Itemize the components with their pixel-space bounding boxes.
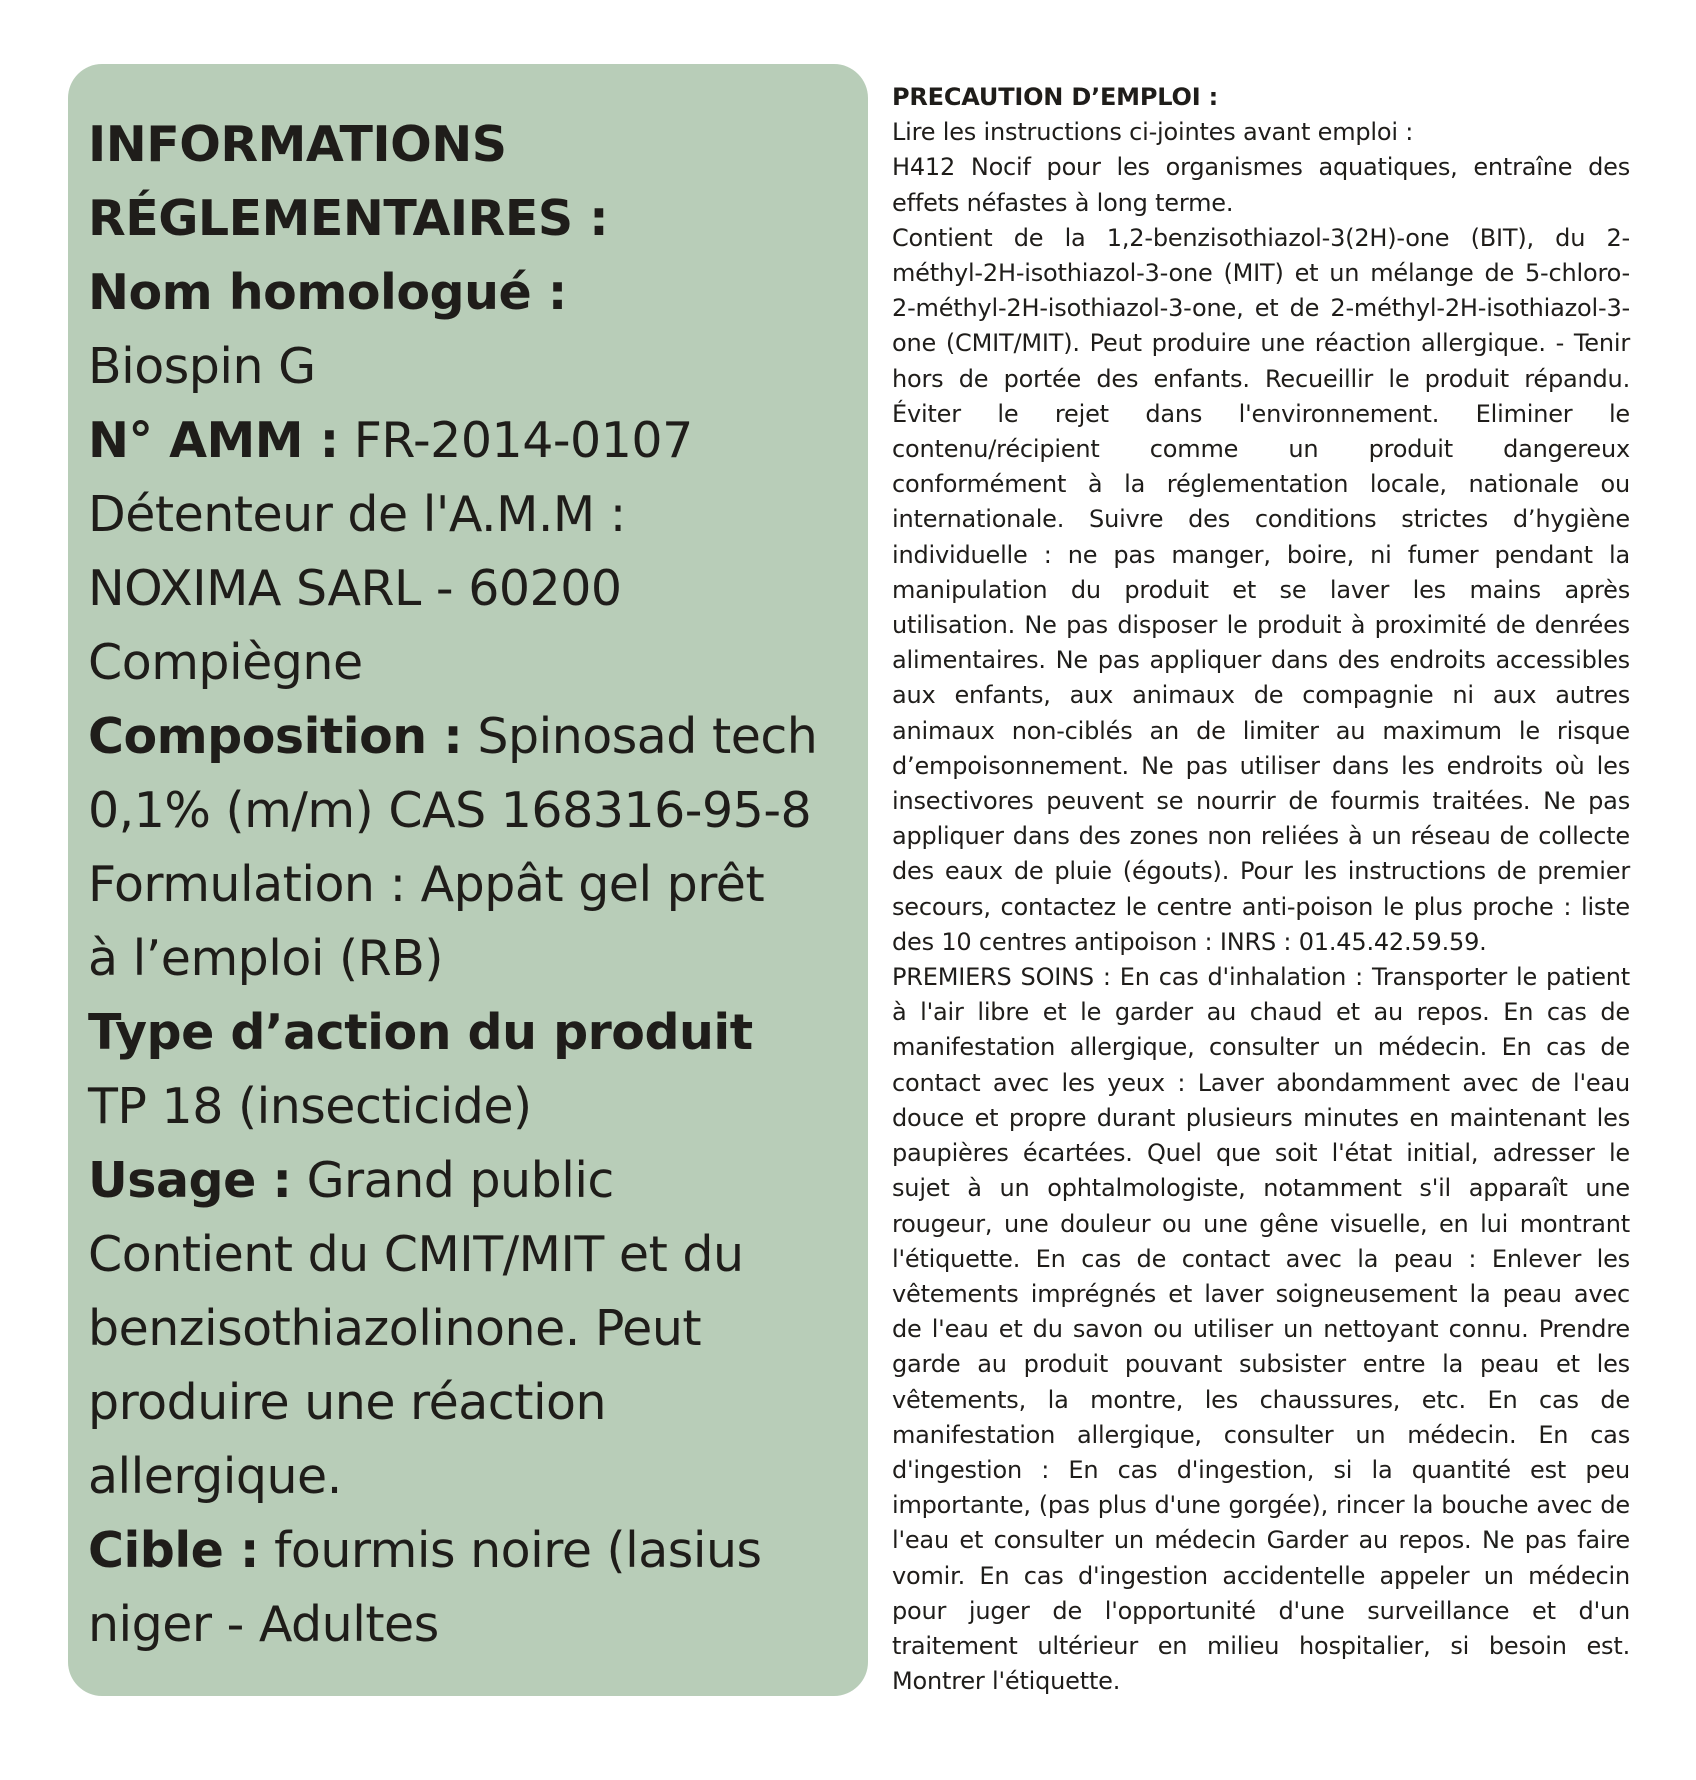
target	[88, 1514, 850, 1588]
target-label: Cible :	[88, 1522, 260, 1579]
amm-number	[88, 404, 850, 478]
contains-line1: Contient du CMIT/MIT et du	[88, 1226, 744, 1283]
first-aid-text: PREMIERS SOINS : En cas d'inhalation : Transporter le patient à l'air libre et le garder au chaud et au repos. En cas de manifestation allergique, consulter un médecin. En cas de contact avec les yeux : Laver abondamment avec de l'eau douce et propre durant plusieurs minutes en maintenant les paupières écartées. Quel que soit l'état initial, adresser le sujet à un ophtalmologiste, notamment s'il apparaît une rougeur, une douleur ou une gêne visuelle, en lui montrant l'étiquette. En cas de contact avec la peau : Enlever les vêtements imprégnés et laver soigneusement la peau avec de l'eau et du savon ou utiliser un nettoyant connu. Prendre garde au produit pouvant subsister entre la peau et les vêtements, la montre, les chaussures, etc. En cas de manifestation allergique, consulter un médecin. En cas d'ingestion : En cas d'ingestion, si la quantité est peu importante, (pas plus d'une gorgée), rincer la bouche avec de l'eau et consulter un médecin Garder au repos. Ne pas faire vomir. En cas d'ingestion accidentelle appeler un médecin pour juger de l'opportunité d'une surveillance et d'un traitement ultérieur en milieu hospitalier, si besoin est. Montrer l'étiquette.	[892, 963, 1630, 1696]
contains-line4: allergique.	[88, 1448, 342, 1505]
precaution-read-instructions: Lire les instructions ci-jointes avant emploi :	[892, 118, 1414, 147]
amm-value: FR-2014-0107	[353, 412, 693, 469]
amm-holder-label: Détenteur de l'A.M.M :	[88, 486, 626, 543]
formulation-line2: à l’emploi (RB)	[88, 930, 443, 987]
composition-value: Spinosad tech	[477, 708, 818, 765]
composition-label: Composition :	[88, 708, 463, 765]
composition	[88, 700, 850, 774]
amm-label: N° AMM :	[88, 412, 339, 469]
target-value: fourmis noire (lasius	[274, 1522, 762, 1579]
formulation-line1: Formulation : Appât gel prêt	[88, 856, 765, 913]
precaution-body: Contient de la 1,2-benzisothiazol-3(2H)-one (BIT), du 2-méthyl-2H-isothiazol-3-one (MIT) et un mélange de 5-chloro-2-méthyl-2H-isothiazol-3-one, et de 2-méthyl-2H-isothiazol-3-one (CMIT/MIT). Peut produire une réaction allergique. - Tenir hors de portée des enfants. Recueillir le produit répandu. Éviter le rejet dans l'environnement. Eliminer le contenu/récipient comme un produit dangereux conformément à la réglementation locale, nationale ou internationale. Suivre des conditions strictes d’hygiène individuelle : ne pas manger, boire, ni fumer pendant la manipulation du produit et se laver les mains après utilisation. Ne pas disposer le produit à proximité de denrées alimentaires. Ne pas appliquer dans des endroits accessibles aux enfants, aux animaux de compagnie ni aux autres animaux non-ciblés an de limiter au maximum le risque d’empoisonnement. Ne pas utiliser dans les endroits où les insectivores peuvent se nourrir de fourmis traitées. Ne pas appliquer dans des zones non reliées à un réseau de collecte des eaux de pluie (égouts). Pour les instructions de premier secours, contactez le centre anti-poison le plus proche : liste des 10 centres antipoison : INRS : 01.45.42.59.59.	[892, 223, 1630, 956]
action-type-value: TP 18 (insecticide)	[88, 1078, 532, 1135]
registered-name-label: Nom homologué :	[88, 264, 567, 321]
info-title-line1: INFORMATIONS	[88, 116, 507, 173]
usage-label: Usage :	[88, 1152, 292, 1209]
usage-value: Grand public	[306, 1152, 614, 1209]
target-value-line2: niger - Adultes	[88, 1596, 439, 1653]
usage	[88, 1144, 850, 1218]
contains-line2: benzisothiazolinone. Peut	[88, 1300, 702, 1357]
contains-line3: produire une réaction	[88, 1374, 607, 1431]
amm-holder-value-line1: NOXIMA SARL - 60200	[88, 560, 622, 617]
amm-holder-value-line2: Compiègne	[88, 634, 363, 691]
composition-value-line2: 0,1% (m/m) CAS 168316-95-8	[88, 782, 812, 839]
action-type-label: Type d’action du produit	[88, 1004, 753, 1061]
precaution-title: PRECAUTION D’EMPLOI :	[892, 83, 1218, 111]
info-title-line2: RÉGLEMENTAIRES :	[88, 190, 609, 247]
precaution-h412: H412 Nocif pour les organismes aquatiques, entraîne des effets néfastes à long terme.	[892, 153, 1630, 217]
registered-name-value: Biospin G	[88, 338, 316, 395]
regulatory-info-panel	[68, 64, 868, 1696]
precaution-section	[892, 80, 1630, 1699]
